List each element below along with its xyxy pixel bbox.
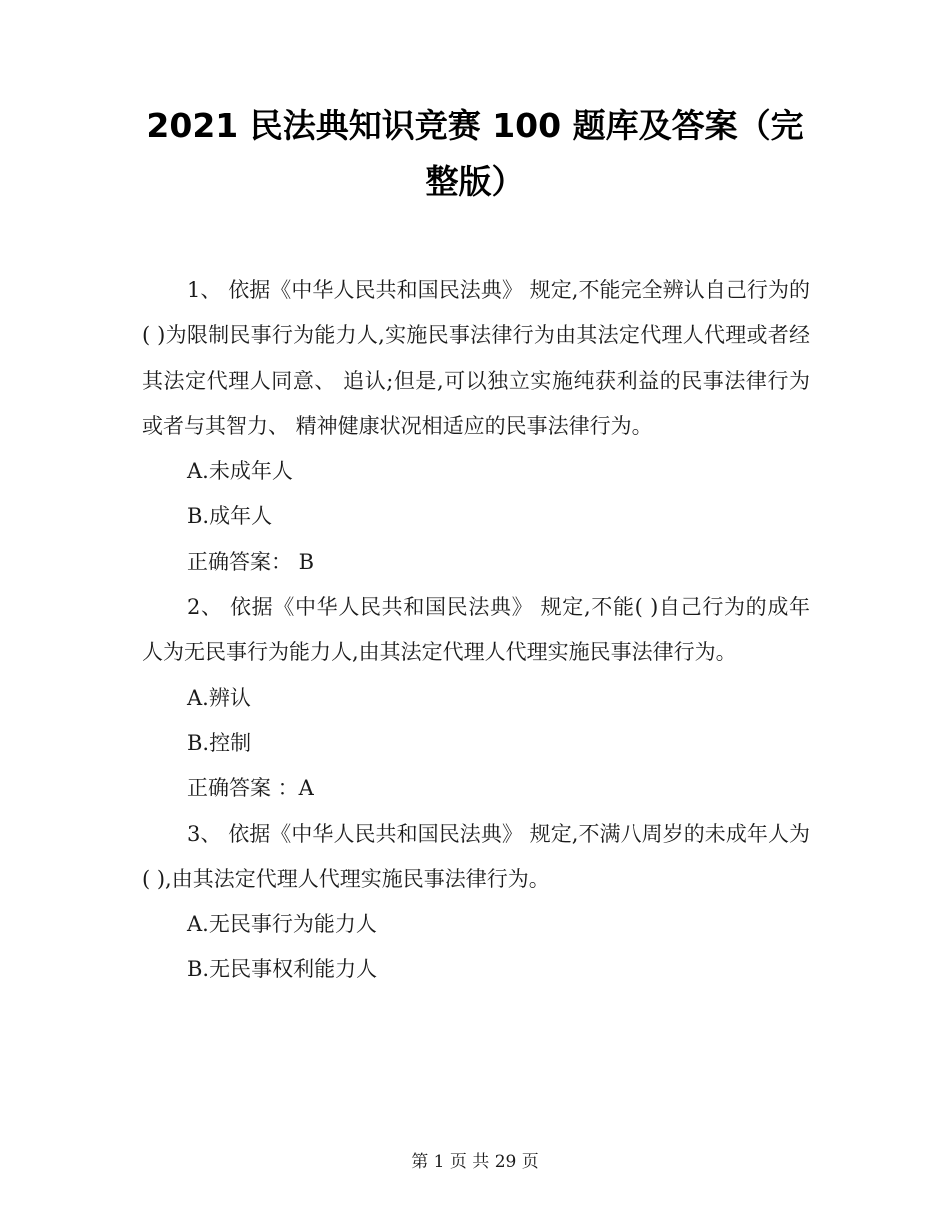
- question-2-text: 2、 依据《中华人民共和国民法典》 规定,不能( )自己行为的成年人为无民事行为能力人,由其法定代理人代理实施民事法律行为。: [142, 595, 810, 665]
- question-1-answer: 正确答案： B: [187, 549, 315, 574]
- question-2-option-a: A.辨认: [187, 685, 251, 710]
- question-2-option-b: B.控制: [187, 730, 252, 755]
- question-1-text: 1、 依据《中华人民共和国民法典》 规定,不能完全辨认自己行为的( )为限制民事行为能力人,实施民事法律行为由其法定代理人代理或者经其法定代理人同意、 追认;但是,可以独立实施纯获利益的民事法律行为或者与其智力、 精神健康状况相适应的民事法律行为。: [142, 278, 810, 438]
- question-3-option-a: A.无民事行为能力人: [187, 912, 377, 937]
- document-body: [142, 268, 810, 993]
- page-footer: 第 1 页 共 29 页: [411, 1152, 539, 1172]
- question-3-text: 3、 依据《中华人民共和国民法典》 规定,不满八周岁的未成年人为( ),由其法定代理人代理实施民事法律行为。: [142, 821, 810, 891]
- question-1-option-a: A.未成年人: [187, 459, 293, 484]
- question-3-option-b: B.无民事权利能力人: [187, 957, 378, 982]
- question-2-answer: 正确答案 ：A: [187, 776, 314, 801]
- question-1-option-b: B.成年人: [187, 504, 273, 529]
- document-title: 2021 民法典知识竞赛 100 题库及答案（完整版）: [146, 106, 804, 201]
